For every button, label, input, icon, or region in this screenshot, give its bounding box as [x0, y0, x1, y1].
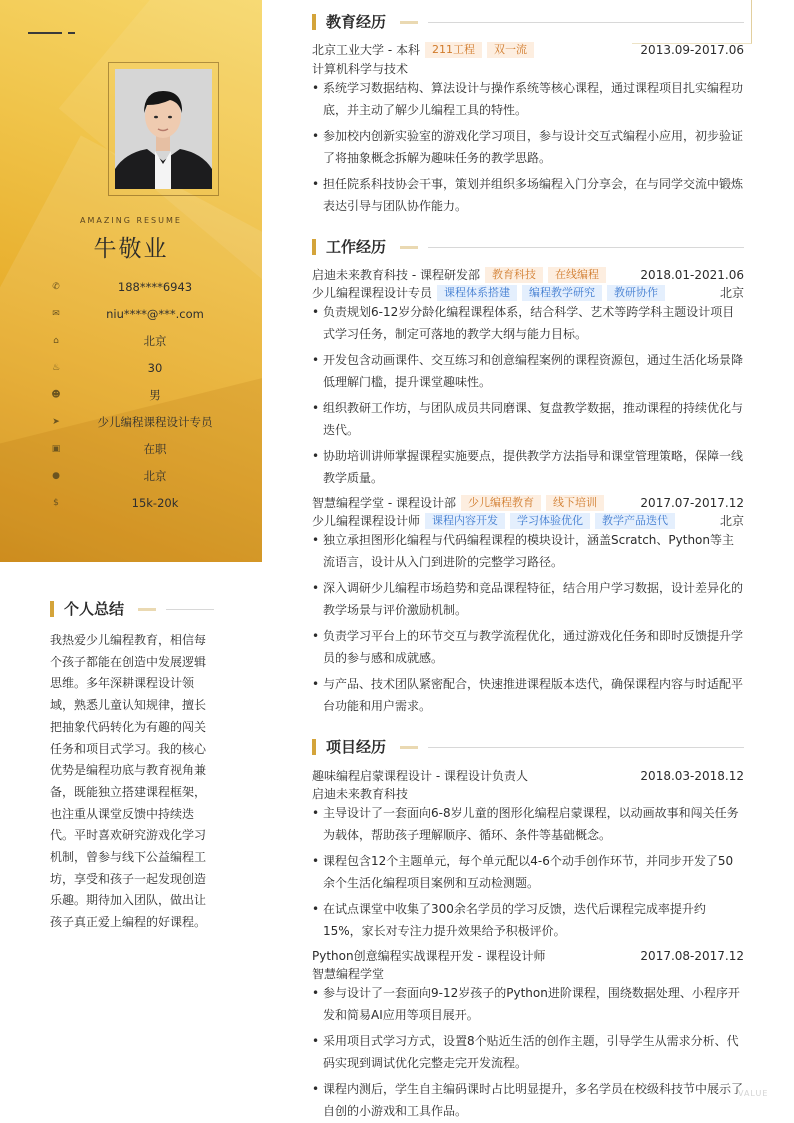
project-org: 启迪未来教育科技 [312, 787, 409, 801]
project-header-row [312, 947, 744, 965]
summary-section-header [50, 599, 214, 619]
company-tag: 教育科技 [485, 267, 543, 283]
section-accent-bar [312, 14, 316, 30]
contact-gender [50, 387, 240, 407]
section-rule [166, 609, 214, 610]
education-date: 2013.09-2017.06 [640, 43, 744, 57]
role-tag: 教研协作 [607, 285, 665, 301]
job-date: 2017.07-2017.12 [640, 496, 744, 510]
job-bullet: • 负责规划6-12岁分龄化编程课程体系，结合科学、艺术等跨学科主题设计项目式学习任务，制定可落地的教学大纲与能力目标。 [312, 301, 744, 345]
contact-value: 188****6943 [117, 280, 193, 294]
profile-photo [115, 69, 212, 189]
decor-chip [400, 21, 418, 24]
project-org-row [312, 965, 744, 983]
major: 计算机科学与技术 [312, 62, 409, 76]
candidate-name: 牛敬业 [93, 236, 169, 262]
job-bullet: • 开发包含动画课件、交互练习和创意编程案例的课程资源包，通过生活化场景降低理解门槛，提升课堂趣味性。 [312, 349, 744, 393]
job-city: 北京 [719, 514, 744, 528]
section-rule [428, 747, 744, 748]
contact-value: 北京 [143, 469, 167, 483]
contact-value: 15k-20k [131, 496, 179, 510]
send-icon: ➤ [52, 417, 60, 427]
role-tag: 编程教学研究 [522, 285, 602, 301]
decor-chip [138, 608, 156, 611]
work-section-header [312, 237, 744, 257]
contact-value: 北京 [143, 334, 167, 348]
contact-value: 男 [149, 388, 161, 402]
home-icon: ⌂ [53, 336, 59, 346]
contact-city [50, 468, 240, 488]
money-icon: $ [53, 498, 59, 508]
section-rule [428, 247, 744, 248]
job-bullet: • 深入调研少儿编程市场趋势和竞品课程特征，结合用户学习数据，设计差异化的教学场景与评价激励机制。 [312, 577, 744, 621]
contact-phone [50, 279, 240, 299]
decor-chip [400, 246, 418, 249]
job-role: 少儿编程课程设计专员 [312, 286, 433, 300]
decor-chip [400, 746, 418, 749]
education-bullet: • 参加校内创新实验室的游戏化学习项目，参与设计交互式编程小应用，初步验证了将抽象概念拆解为趣味任务的教学思路。 [312, 125, 744, 169]
project-org: 智慧编程学堂 [312, 967, 385, 981]
role-tag: 教学产品迭代 [595, 513, 675, 529]
section-title: 项目经历 [326, 738, 387, 756]
project-bullet: • 参与设计了一套面向9-12岁孩子的Python进阶课程，围绕数据处理、小程序开发和简易AI应用等项目展开。 [312, 982, 744, 1026]
contact-value: 30 [147, 361, 163, 375]
contact-value: 少儿编程课程设计专员 [97, 415, 213, 429]
company-name: 启迪未来教育科技 - 课程研发部 [312, 268, 480, 282]
project-header-row [312, 767, 744, 785]
project-bullet: • 课程内测后，学生自主编码课时占比明显提升，多名学员在校级科技节中展示了自创的小游戏和工具作品。 [312, 1078, 744, 1122]
project-org-row [312, 785, 744, 803]
education-major-row [312, 60, 744, 78]
job-role: 少儿编程课程设计师 [312, 514, 421, 528]
job-bullet: • 组织教研工作坊，与团队成员共同磨课、复盘教学数据，推动课程的持续优化与迭代。 [312, 397, 744, 441]
company-tag: 线下培训 [546, 495, 604, 511]
education-bullet: • 担任院系科技协会干事，策划并组织多场编程入门分享会，在与同学交流中锻炼表达引导与团队协作能力。 [312, 173, 744, 217]
school-tag: 211工程 [425, 42, 482, 58]
contact-value: niu****@***.com [106, 307, 204, 321]
profile-panel [0, 0, 262, 562]
project-bullet: • 采用项目式学习方式，设置8个贴近生活的创作主题，引导学生从需求分析、代码实现到调试优化完整走完开发流程。 [312, 1030, 744, 1074]
job-bullet: • 协助培训讲师掌握课程实施要点，提供教学方法指导和课堂管理策略，保障一线教学质量。 [312, 445, 744, 489]
school-tag: 双一流 [487, 42, 534, 58]
phone-icon: ✆ [52, 282, 60, 292]
contact-hometown [50, 333, 240, 353]
smile-icon: ☻ [51, 390, 61, 400]
role-tag: 学习体验优化 [510, 513, 590, 529]
job-bullet: • 与产品、技术团队紧密配合，快速推进课程版本迭代，确保课程内容与时适配平台功能和用户需求。 [312, 673, 744, 717]
company-tag: 少儿编程教育 [461, 495, 541, 511]
company-name: 智慧编程学堂 - 课程设计部 [312, 496, 456, 510]
section-title: 个人总结 [64, 600, 125, 618]
job-header-row [312, 494, 744, 512]
project-bullet: • 在试点课堂中收集了300余名学员的学习反馈，迭代后课程完成率提升约15%，家长对专注力提升效果给予积极评价。 [312, 898, 744, 942]
briefcase-icon: ▣ [51, 444, 61, 454]
contact-email [50, 306, 240, 326]
project-date: 2018.03-2018.12 [640, 769, 744, 783]
job-bullet: • 独立承担图形化编程与代码编程课程的模块设计，涵盖Scratch、Python等主流语言，设计从入门到进阶的完整学习路径。 [312, 529, 744, 573]
project-date: 2017.08-2017.12 [640, 949, 744, 963]
role-tag: 课程体系搭建 [437, 285, 517, 301]
job-role-row [312, 512, 744, 530]
mail-icon: ✉ [52, 309, 60, 319]
contact-salary [50, 495, 240, 515]
job-date: 2018.01-2021.06 [640, 268, 744, 282]
location-pin-icon: ● [52, 471, 60, 481]
watermark: VALUE [738, 1089, 769, 1098]
job-header-row [312, 266, 744, 284]
project-bullet: • 课程包含12个主题单元，每个单元配以4-6个动手创作环节，并同步开发了50余个生活化编程项目案例和互动检测题。 [312, 850, 744, 894]
summary-text: 我热爱少儿编程教育，相信每个孩子都能在创造中发展逻辑思维。多年深耕课程设计领域，熟悉儿童认知规律，擅长把抽象代码转化为有趣的闯关任务和项目式学习。我的核心优势是编程功底与教育视角兼备，既能独立搭建课程框架，也注重从课堂反馈中持续迭代。平时喜欢研究游戏化学习机制，曾参与线下公益编程工坊，享受和孩子一起发现创造乐趣。期待加入团队，做出让孩子真正爱上编程的好课程。 [50, 633, 207, 930]
contact-age [50, 360, 240, 380]
contact-position [50, 414, 240, 434]
section-title: 教育经历 [326, 13, 387, 31]
section-rule [428, 22, 744, 23]
job-bullet: • 负责学习平台上的环节交互与教学流程优化，通过游戏化任务和即时反馈提升学员的参与感和成就感。 [312, 625, 744, 669]
section-accent-bar [312, 739, 316, 755]
role-tag: 课程内容开发 [425, 513, 505, 529]
job-role-row [312, 284, 744, 302]
school-name: 北京工业大学 - 本科 [312, 43, 420, 57]
education-bullet: • 系统学习数据结构、算法设计与操作系统等核心课程，通过课程项目扎实编程功底，并主动了解少儿编程工具的特性。 [312, 77, 744, 121]
section-title: 工作经历 [326, 238, 387, 256]
contact-status [50, 441, 240, 461]
projects-section-header [312, 737, 744, 757]
job-city: 北京 [719, 286, 744, 300]
education-header-row [312, 41, 744, 59]
project-bullet: • 主导设计了一套面向6-8岁儿童的图形化编程启蒙课程，以动画故事和闯关任务为载体，帮助孩子理解顺序、循环、条件等基础概念。 [312, 802, 744, 846]
cake-icon: ♨ [51, 363, 61, 373]
company-tag: 在线编程 [548, 267, 606, 283]
resume-tagline: AMAZING RESUME [80, 216, 182, 225]
education-section-header [312, 12, 744, 32]
project-name: 趣味编程启蒙课程设计 - 课程设计负责人 [312, 769, 528, 783]
contact-value: 在职 [143, 442, 167, 456]
section-accent-bar [312, 239, 316, 255]
section-accent-bar [50, 601, 54, 617]
project-name: Python创意编程实战课程开发 - 课程设计师 [312, 949, 546, 963]
